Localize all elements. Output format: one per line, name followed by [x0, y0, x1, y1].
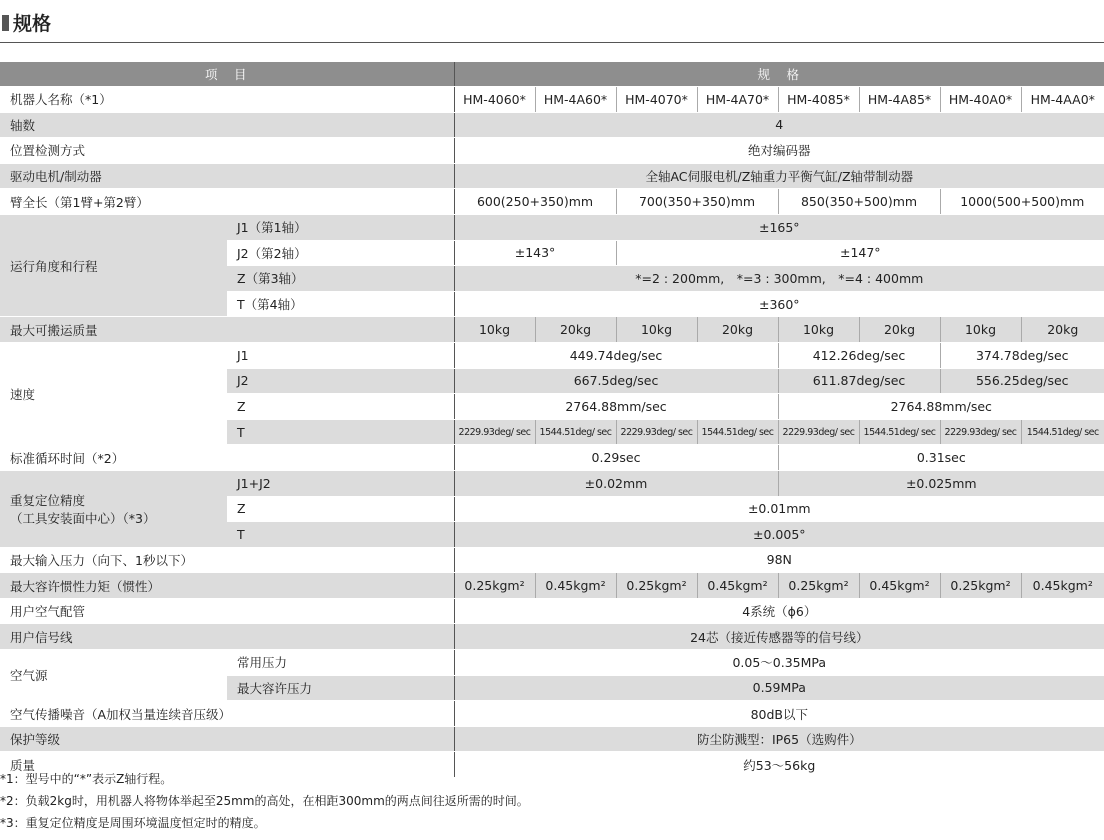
section-header [0, 0, 1104, 43]
footnote: *1：型号中的“*”表示Z轴行程。 [0, 772, 173, 786]
inertia-value: 0.45kgm² [535, 573, 616, 599]
model-name: HM-4070* [616, 87, 697, 113]
section-title: 规格 [13, 13, 52, 35]
table-row [0, 163, 1104, 189]
speed-t-value: 1544.51deg/ sec [697, 419, 778, 445]
row-value: 0.29sec [454, 445, 778, 471]
sub-label: 常用压力 [227, 650, 454, 676]
row-value: 80dB以下 [454, 701, 1104, 727]
table-row [0, 470, 1104, 496]
table-row [0, 317, 1104, 343]
header-spec: 规 格 [454, 62, 1104, 87]
row-value: 2764.88mm/sec [454, 394, 778, 420]
row-value: ±0.01mm [454, 496, 1104, 522]
row-value: 600(250+350)mm [454, 189, 616, 215]
row-value: ±0.025mm [778, 470, 1104, 496]
payload-value: 10kg [454, 317, 535, 343]
model-name: HM-4A70* [697, 87, 778, 113]
row-value: 4 [454, 112, 1104, 138]
model-name: HM-4A60* [535, 87, 616, 113]
payload-value: 20kg [1021, 317, 1104, 343]
payload-value: 20kg [697, 317, 778, 343]
table-row [0, 189, 1104, 215]
row-label: 轴数 [0, 112, 454, 138]
row-value: 0.05～0.35MPa [454, 650, 1104, 676]
row-value: 700(350+350)mm [616, 189, 778, 215]
sub-label: Z [227, 496, 454, 522]
footnote: *2：负载2kg时，用机器人将物体举起至25mm的高处，在相距300mm的两点间往返所需的时间。 [0, 794, 529, 808]
row-label: 最大容许惯性力矩（惯性） [0, 573, 454, 599]
model-name: HM-4085* [778, 87, 859, 113]
model-name: HM-40A0* [940, 87, 1021, 113]
row-label [0, 470, 227, 547]
row-value: 0.59MPa [454, 675, 1104, 701]
row-value: ±0.005° [454, 522, 1104, 548]
row-value: 4系统（ϕ6） [454, 598, 1104, 624]
row-label: 空气源 [0, 650, 227, 701]
header-item: 项 目 [0, 62, 454, 87]
row-label: 标准循环时间（*2） [0, 445, 454, 471]
row-value: ±143° [454, 240, 616, 266]
sub-label: Z（第3轴） [227, 266, 454, 292]
sub-label: T（第4轴） [227, 291, 454, 317]
row-label: 驱动电机/制动器 [0, 163, 454, 189]
row-value: 24芯（接近传感器等的信号线） [454, 624, 1104, 650]
inertia-value: 0.45kgm² [697, 573, 778, 599]
payload-value: 10kg [616, 317, 697, 343]
table-row [0, 112, 1104, 138]
sub-label: T [227, 522, 454, 548]
speed-t-value: 1544.51deg/ sec [535, 419, 616, 445]
row-label: 质量 [0, 752, 454, 778]
row-value: 850(350+500)mm [778, 189, 940, 215]
inertia-value: 0.25kgm² [778, 573, 859, 599]
table-row [0, 445, 1104, 471]
footnotes [0, 768, 529, 834]
row-label: 运行角度和行程 [0, 214, 227, 316]
row-value: ±147° [616, 240, 1104, 266]
row-value: 667.5deg/sec [454, 368, 778, 394]
speed-t-value: 1544.51deg/ sec [1021, 419, 1104, 445]
row-label: 臂全长（第1臂+第2臂） [0, 189, 454, 215]
table-row [0, 342, 1104, 368]
row-value: ±165° [454, 214, 1104, 240]
sub-label: Z [227, 394, 454, 420]
row-label-line: （工具安装面中心）（*3） [10, 510, 156, 526]
table-row [0, 138, 1104, 164]
row-value: 0.31sec [778, 445, 1104, 471]
table-row [0, 214, 1104, 240]
table-row [0, 624, 1104, 650]
model-name: HM-4060* [454, 87, 535, 113]
sub-label: J1（第1轴） [227, 214, 454, 240]
row-value: 1000(500+500)mm [940, 189, 1104, 215]
table-row [0, 573, 1104, 599]
inertia-value: 0.45kgm² [859, 573, 940, 599]
footnote: *3：重复定位精度是周围环境温度恒定时的精度。 [0, 816, 266, 830]
sub-label: T [227, 419, 454, 445]
model-name: HM-4A85* [859, 87, 940, 113]
row-value: 防尘防溅型：IP65（选购件） [454, 726, 1104, 752]
sub-label: J2 [227, 368, 454, 394]
row-value: 绝对编码器 [454, 138, 1104, 164]
table-row [0, 87, 1104, 113]
inertia-value: 0.45kgm² [1021, 573, 1104, 599]
payload-value: 20kg [535, 317, 616, 343]
table-header-row [0, 62, 1104, 87]
inertia-value: 0.25kgm² [940, 573, 1021, 599]
inertia-value: 0.25kgm² [454, 573, 535, 599]
row-label: 空气传播噪音（A加权当量连续音压级） [0, 701, 454, 727]
row-value: 约53～56kg [454, 752, 1104, 778]
row-label: 最大可搬运质量 [0, 317, 454, 343]
table-row [0, 650, 1104, 676]
payload-value: 20kg [859, 317, 940, 343]
row-value: 412.26deg/sec [778, 342, 940, 368]
row-value: ±360° [454, 291, 1104, 317]
row-value: 556.25deg/sec [940, 368, 1104, 394]
speed-t-value: 1544.51deg/ sec [859, 419, 940, 445]
row-value: *=2 : 200mm, *=3 : 300mm, *=4 : 400mm [454, 266, 1104, 292]
payload-value: 10kg [778, 317, 859, 343]
sub-label: J1 [227, 342, 454, 368]
row-value: 全轴AC伺服电机/Z轴重力平衡气缸/Z轴带制动器 [454, 163, 1104, 189]
table-row [0, 726, 1104, 752]
row-label: 用户空气配管 [0, 598, 454, 624]
row-value: 611.87deg/sec [778, 368, 940, 394]
sub-label: 最大容许压力 [227, 675, 454, 701]
row-label-line: 重复定位精度 [10, 492, 86, 508]
inertia-value: 0.25kgm² [616, 573, 697, 599]
row-value: 374.78deg/sec [940, 342, 1104, 368]
row-value: 449.74deg/sec [454, 342, 778, 368]
speed-t-value: 2229.93deg/ sec [940, 419, 1021, 445]
table-row [0, 547, 1104, 573]
table-row [0, 701, 1104, 727]
row-label: 用户信号线 [0, 624, 454, 650]
speed-t-value: 2229.93deg/ sec [616, 419, 697, 445]
speed-t-value: 2229.93deg/ sec [778, 419, 859, 445]
row-value: ±0.02mm [454, 470, 778, 496]
sub-label: J1+J2 [227, 470, 454, 496]
model-name: HM-4AA0* [1021, 87, 1104, 113]
row-label: 最大输入压力（向下、1秒以下） [0, 547, 454, 573]
row-value: 2764.88mm/sec [778, 394, 1104, 420]
row-label: 速度 [0, 342, 227, 444]
row-label: 保护等级 [0, 726, 454, 752]
row-label: 位置检测方式 [0, 138, 454, 164]
speed-t-value: 2229.93deg/ sec [454, 419, 535, 445]
spec-table [0, 62, 1104, 778]
table-row [0, 598, 1104, 624]
row-label: 机器人名称（*1） [0, 87, 454, 113]
title-marker [2, 15, 9, 31]
sub-label: J2（第2轴） [227, 240, 454, 266]
payload-value: 10kg [940, 317, 1021, 343]
row-value: 98N [454, 547, 1104, 573]
